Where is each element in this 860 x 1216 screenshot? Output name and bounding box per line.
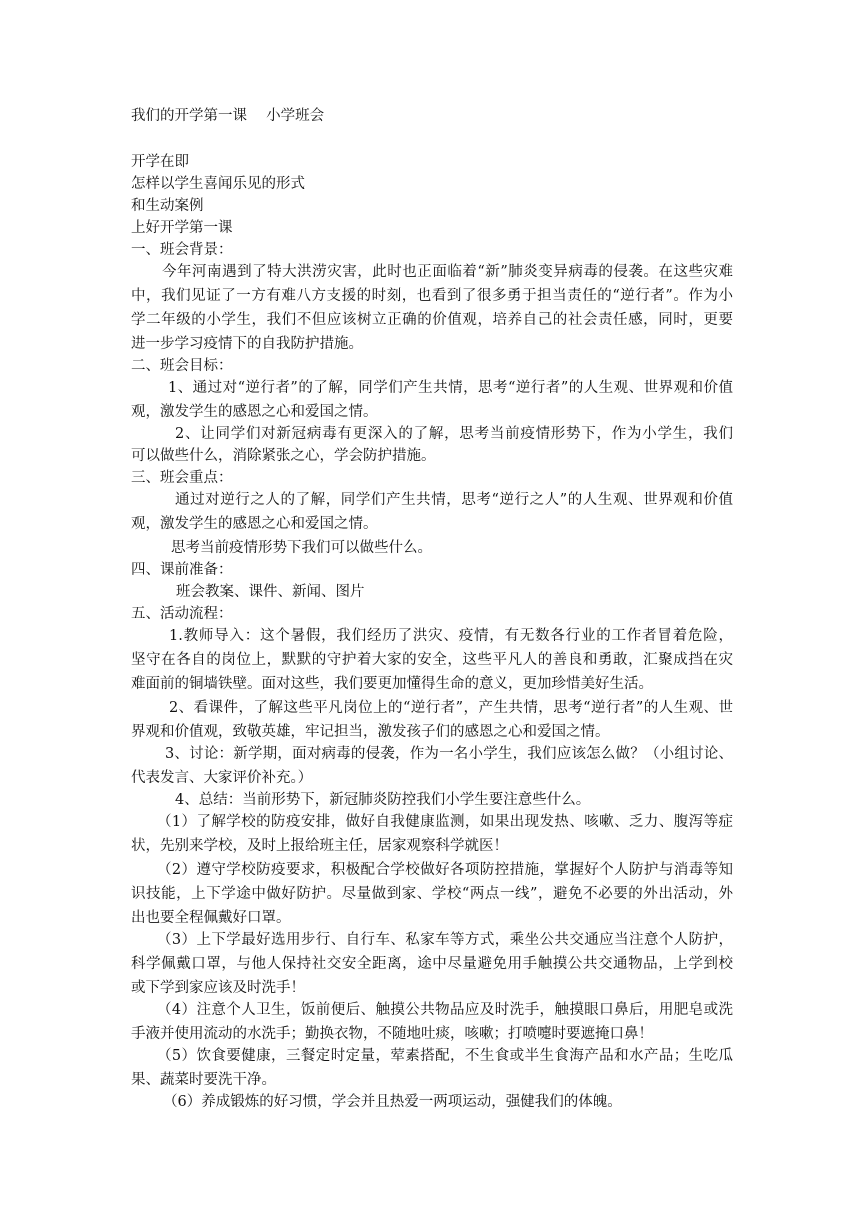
paragraph-line: 或下学到家应该及时洗手！ [131, 980, 305, 996]
intro-line: 怎样以学生喜闻乐见的形式 [131, 176, 305, 192]
paragraph-line: 中，我们见证了一方有难八方支援的时刻，也看到了很多勇于担当责任的“逆行者”。作为小 [131, 288, 733, 304]
paragraph-line: 2、让同学们对新冠病毒有更深入的了解，思考当前疫情形势下，作为小学生，我们 [175, 426, 733, 442]
paragraph-line: 班会教案、课件、新闻、图片 [176, 584, 365, 600]
paragraph-line: 手液并使用流动的水洗手；勤换衣物，不随地吐痰，咳嗽；打喷嚏时要遮掩口鼻！ [131, 1026, 653, 1042]
intro-line: 上好开学第一课 [131, 220, 233, 236]
paragraph-line: 观，激发学生的感恩之心和爱国之情。 [131, 404, 378, 420]
paragraph-line: 出也要全程佩戴好口罩。 [131, 910, 291, 926]
paragraph-line: （3）上下学最好选用步行、自行车、私家车等方式，乘坐公共交通应当注意个人防护， [157, 932, 733, 948]
intro-line: 开学在即 [131, 154, 189, 170]
paragraph-line: 1、通过对“逆行者”的了解，同学们产生共情，思考“逆行者”的人生观、世界观和价值 [168, 380, 733, 396]
paragraph-line: 学二年级的小学生，我们不但应该树立正确的价值观，培养自己的社会责任感，同时，更要 [131, 312, 733, 328]
paragraph-line: 2、看课件，了解这些平凡岗位上的“逆行者”，产生共情，思考“逆行者”的人生观、世 [169, 700, 733, 716]
section-heading-focus: 三、班会重点： [131, 470, 233, 486]
section-heading-goals: 二、班会目标： [131, 358, 233, 374]
paragraph-line: 识技能，上下学途中做好防护。尽量做到家、学校“两点一线”，避免不必要的外出活动，外 [131, 886, 733, 902]
paragraph-line: 1.教师导入：这个暑假，我们经历了洪灾、疫情，有无数各行业的工作者冒着危险， [169, 628, 733, 644]
paragraph-line: 今年河南遇到了特大洪涝灾害，此时也正面临着“新”肺炎变异病毒的侵袭。在这些灾难 [162, 264, 733, 280]
document-title: 我们的开学第一课 小学班会 [131, 108, 325, 124]
paragraph-line: （4）注意个人卫生，饭前便后、触摸公共物品应及时洗手，触摸眼口鼻后，用肥皂或洗 [157, 1002, 733, 1018]
section-heading-background: 一、班会背景： [131, 242, 233, 258]
paragraph-line: 难面前的铜墙铁壁。面对这些，我们要更加懂得生命的意义，更加珍惜美好生活。 [131, 676, 653, 692]
paragraph-line: 界观和价值观，致敬英雄，牢记担当，激发孩子们的感恩之心和爱国之情。 [131, 724, 610, 740]
paragraph-line: 3、讨论：新学期，面对病毒的侵袭，作为一名小学生，我们应该怎么做？（小组讨论、 [165, 746, 733, 762]
paragraph-line: 可以做些什么，消除紧张之心，学会防护措施。 [131, 448, 436, 464]
paragraph-line: （2）遵守学校防疫要求，积极配合学校做好各项防控措施，掌握好个人防护与消毒等知 [157, 862, 733, 878]
paragraph-line: 坚守在各自的岗位上，默默的守护着大家的安全，这些平凡人的善良和勇敢，汇聚成挡在灾 [131, 652, 733, 668]
section-heading-preparation: 四、课前准备： [131, 562, 233, 578]
paragraph-line: 科学佩戴口罩，与他人保持社交安全距离，途中尽量避免用手触摸公共交通物品，上学到校 [131, 956, 733, 972]
paragraph-line: 通过对逆行之人的了解，同学们产生共情，思考“逆行之人”的人生观、世界观和价值 [175, 492, 733, 508]
paragraph-line: （1）了解学校的防疫安排，做好自我健康监测，如果出现发热、咳嗽、乏力、腹泻等症 [157, 814, 733, 830]
paragraph-line: 进一步学习疫情下的自我防护措施。 [131, 336, 363, 352]
paragraph-line: 观，激发学生的感恩之心和爱国之情。 [131, 516, 378, 532]
paragraph-line: （5）饮食要健康，三餐定时定量，荤素搭配，不生食或半生食海产品和水产品；生吃瓜 [157, 1048, 733, 1064]
paragraph-line: （6）养成锻炼的好习惯，学会并且热爱一两项运动，强健我们的体魄。 [163, 1094, 622, 1110]
section-heading-procedure: 五、活动流程： [131, 606, 233, 622]
intro-line: 和生动案例 [131, 198, 204, 214]
paragraph-line: 思考当前疫情形势下我们可以做些什么。 [171, 540, 432, 556]
paragraph-line: 果、蔬菜时要洗干净。 [131, 1072, 276, 1088]
paragraph-line: 代表发言、大家评价补充。） [131, 770, 313, 786]
paragraph-line: 状，先别来学校，及时上报给班主任，居家观察科学就医！ [131, 838, 508, 854]
paragraph-line: 4、总结：当前形势下，新冠肺炎防控我们小学生要注意些什么。 [175, 792, 591, 808]
